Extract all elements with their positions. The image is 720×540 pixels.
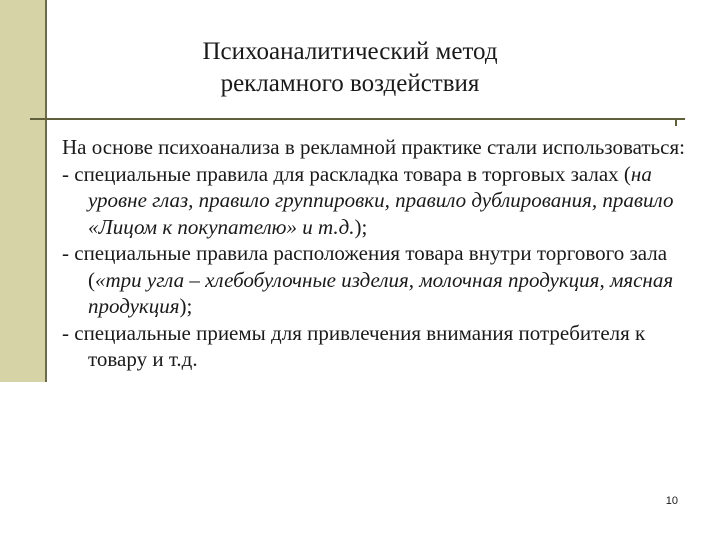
item1-italic: на уровне глаз, правило группировки, правило дублирования, правило «Лицом к покупателю» и т.д. (88, 161, 674, 239)
intro-paragraph (62, 134, 702, 161)
slide-body (62, 134, 702, 373)
item1-tail: ); (354, 214, 368, 239)
item3-text: - специальные приемы для привлечения внимания потребителя к товару и т.д. (62, 320, 646, 371)
intro-text: На основе психоанализа в рекламной практике стали использоваться: (62, 135, 685, 159)
title-divider (30, 118, 685, 120)
title-line-2: рекламного воздействия (220, 70, 480, 97)
list-item-attention-techniques (62, 320, 702, 373)
side-panel (0, 0, 47, 382)
title-line-1: Психоаналитический метод (202, 38, 498, 65)
item2-lead: - специальные правила расположения товара внутри торгового зала ( (62, 241, 668, 292)
slide-title (150, 36, 550, 100)
page-number: 10 (665, 495, 678, 507)
title-divider-tick (675, 118, 677, 126)
list-item-placement-rules (62, 240, 702, 320)
item1-lead: - специальные правила для раскладка товара в торговых залах ( (62, 161, 631, 186)
item2-tail: ); (179, 294, 193, 318)
list-item-shelf-rules (62, 161, 702, 241)
item2-italic: «три угла – хлебобулочные изделия, молочная продукция, мясная продукция (88, 267, 674, 318)
